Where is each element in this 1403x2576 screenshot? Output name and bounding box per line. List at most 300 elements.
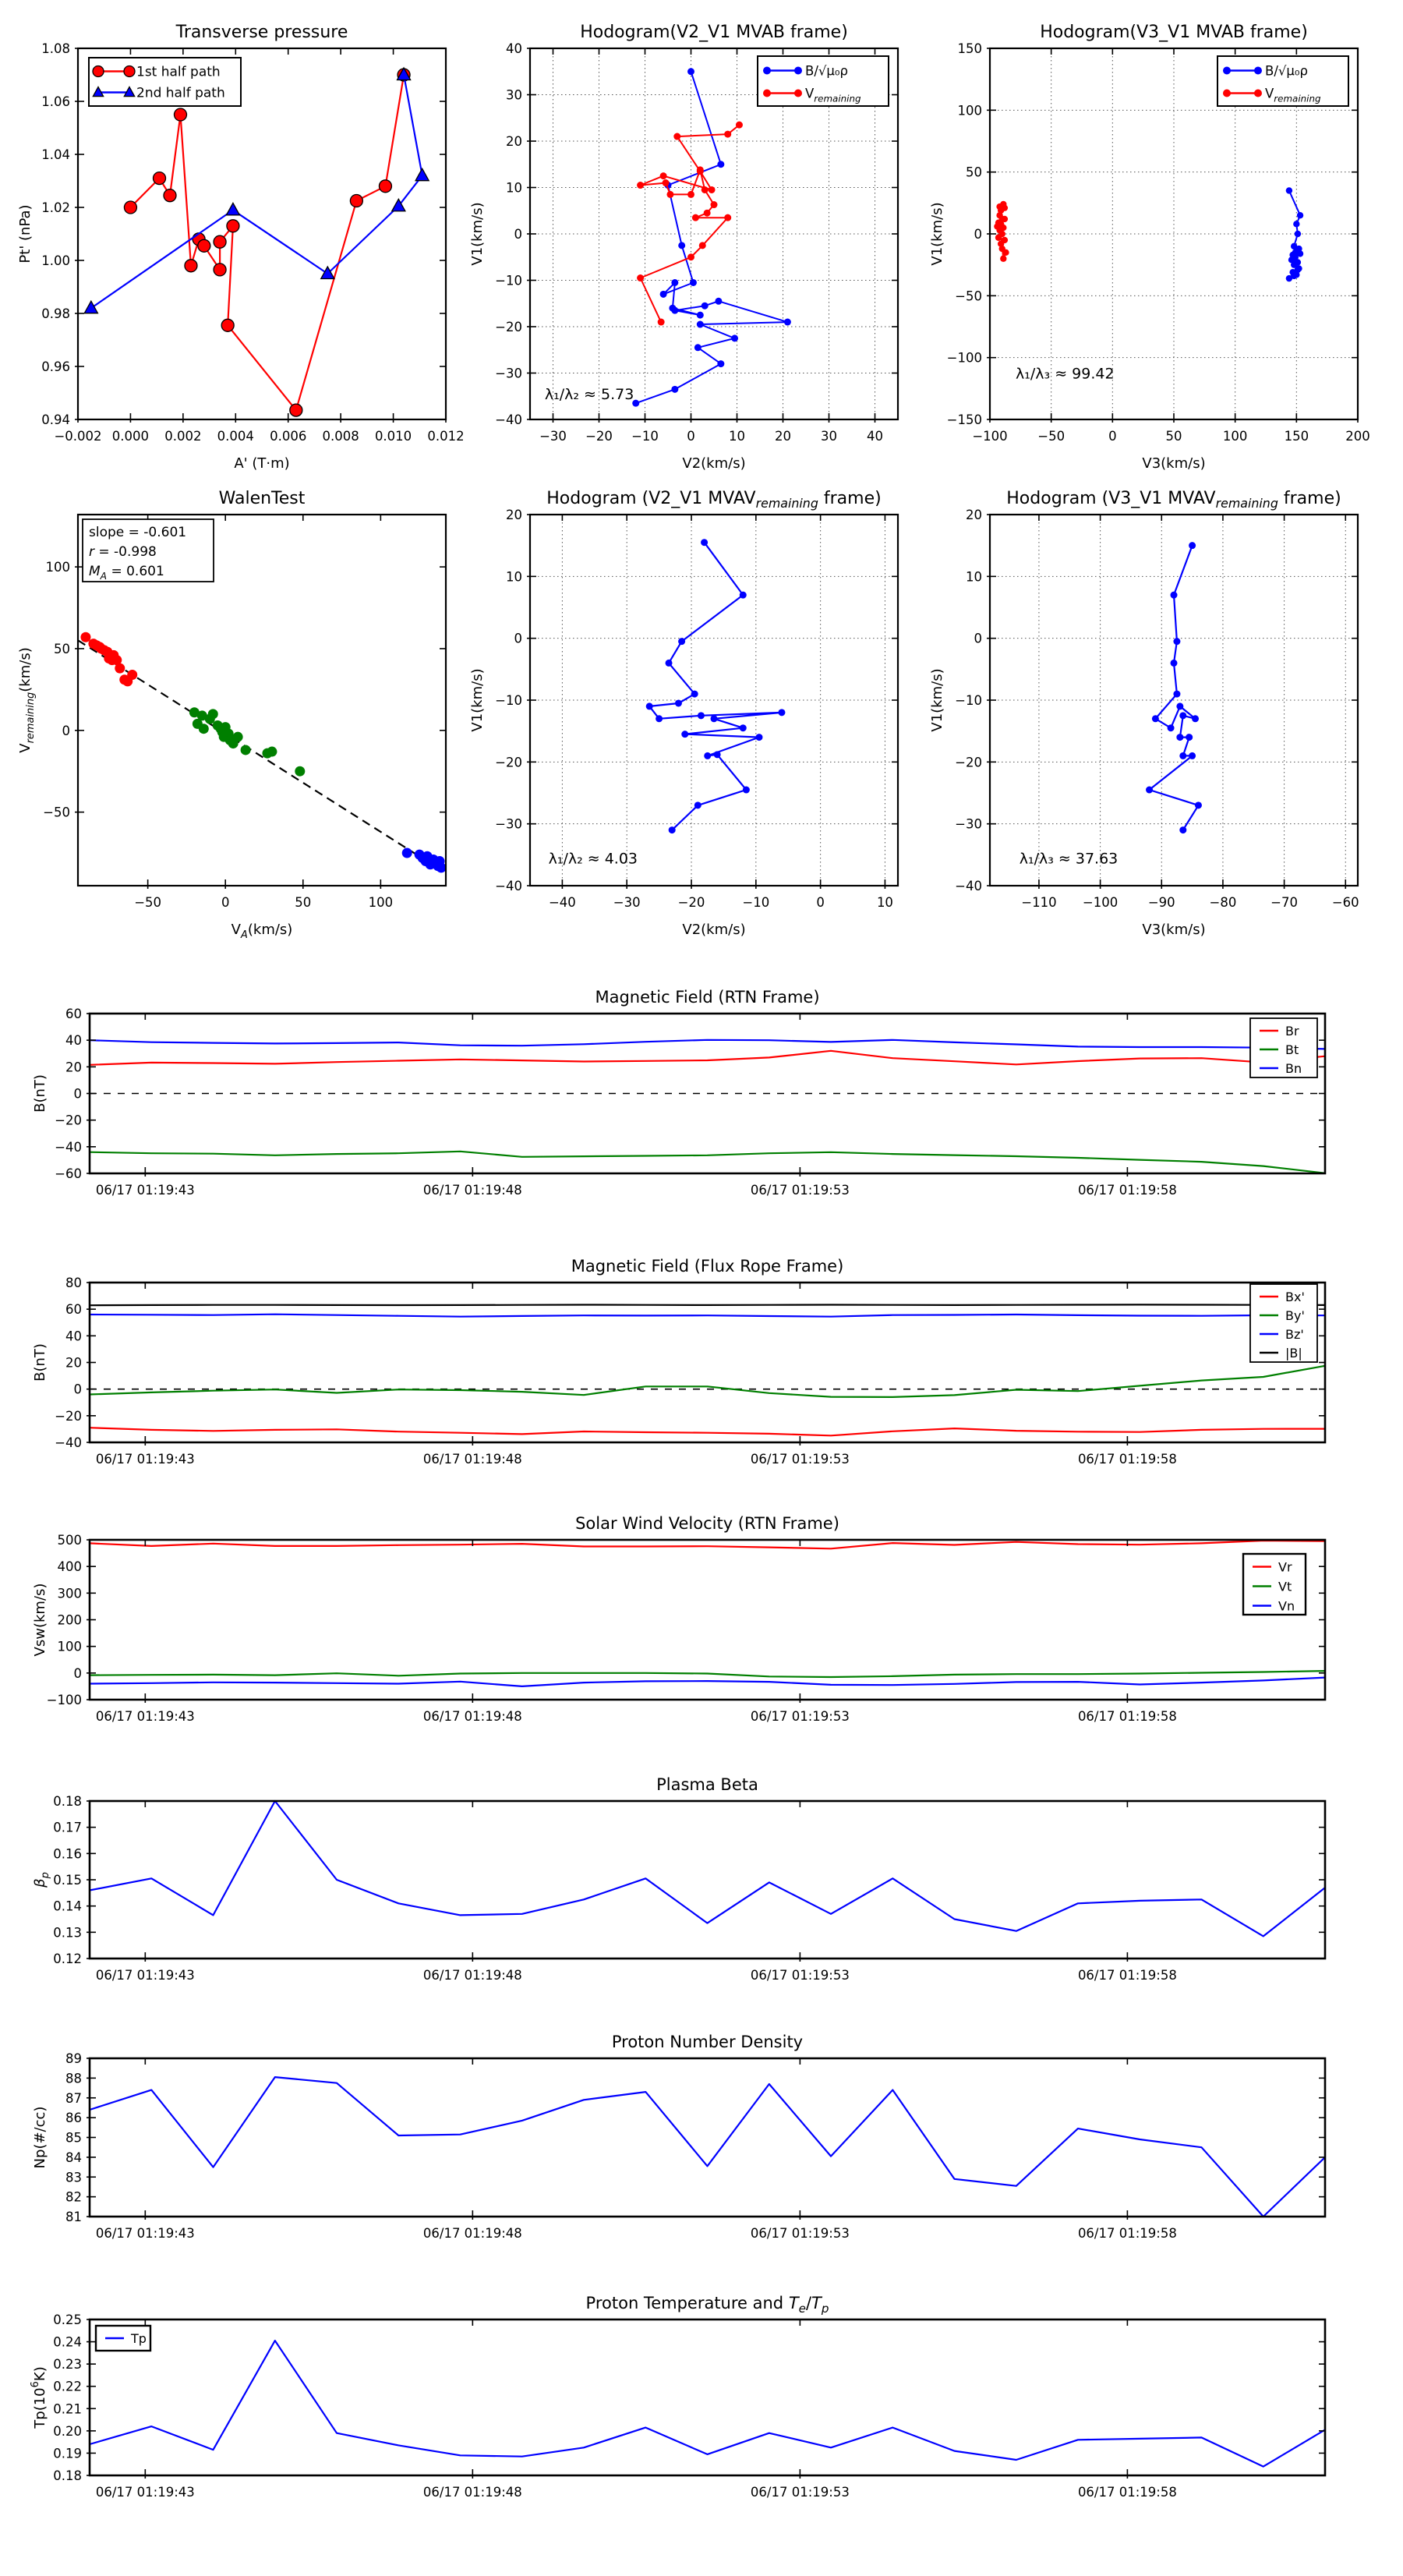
hodogram-v2v1-mvab-ytick: 20: [506, 134, 522, 149]
dot-marker: [698, 712, 705, 719]
dot-marker: [1168, 724, 1175, 731]
magnetic-field-flux-rope-ytick: 0: [73, 1382, 82, 1397]
solar-wind-velocity-xtick: 06/17 01:19:48: [422, 1709, 522, 1724]
dot-marker: [1176, 702, 1183, 709]
hodogram-v3v1-mvav-series-v-remaining-path: [1146, 542, 1202, 833]
transverse-pressure-ylabel: Pt' (nPa): [17, 204, 34, 264]
dot-marker: [784, 319, 791, 326]
transverse-pressure-xtick: 0.008: [322, 429, 359, 444]
hodogram-v3v1-mvav-title: Hodogram (V3_V1 $MVAV_{remaining}$ frame): [1006, 489, 1341, 511]
dot-marker: [687, 191, 694, 198]
hodogram-v2v1-mvav-panel: [469, 489, 898, 938]
proton-number-density-ytick: 88: [65, 2071, 82, 2086]
magnetic-field-rtn-xtick: 06/17 01:19:58: [1077, 1183, 1177, 1198]
proton-temperature-series-Tp: [90, 2341, 1325, 2467]
circle-marker: [221, 319, 234, 331]
dot-marker: [724, 214, 731, 221]
hodogram-v2v1-mvab-annotation: λ₁/λ₂ ≈ 5.73: [544, 385, 634, 403]
magnetic-field-flux-rope-ylabel: B(nT): [32, 1343, 48, 1382]
hodogram-v3v1-mvab-xtick: −100: [972, 429, 1008, 444]
magnetic-field-rtn-ytick: −60: [55, 1166, 82, 1181]
dot-marker: [1146, 787, 1153, 794]
transverse-pressure-ytick: 1.06: [41, 94, 70, 109]
proton-temperature-ytick: 0.19: [53, 2446, 82, 2461]
proton-temperature-ytick: 0.24: [53, 2334, 82, 2350]
dot-marker: [233, 732, 243, 742]
proton-number-density-panel: [32, 2033, 1325, 2241]
magnetic-field-flux-rope-series-B-magnitude: [90, 1304, 1325, 1305]
proton-temperature-legend: [96, 2326, 150, 2351]
info-line: slope = -0.601: [89, 525, 187, 540]
dot-marker: [697, 312, 704, 319]
plasma-beta-ytick: 0.12: [53, 1951, 82, 1966]
transverse-pressure-ytick: 0.98: [41, 306, 70, 321]
hodogram-v3v1-mvab-series-alfven-velocity: [1286, 187, 1304, 281]
magnetic-field-rtn-ylabel: B(nT): [32, 1074, 48, 1113]
hodogram-v2v1-mvab-title: Hodogram(V2_V1 MVAB frame): [580, 23, 848, 42]
legend-label: Vr: [1278, 1559, 1292, 1575]
dot-marker: [241, 745, 251, 755]
dot-marker: [681, 731, 688, 738]
dot-marker: [666, 660, 673, 667]
magnetic-field-rtn-xtick: 06/17 01:19:53: [750, 1183, 850, 1198]
plasma-beta-xtick: 06/17 01:19:53: [750, 1968, 850, 1983]
walen-test-info-box: [83, 519, 214, 582]
hodogram-v2v1-mvav-series-v-remaining-path: [646, 539, 786, 833]
dot-marker: [1295, 231, 1301, 237]
proton-number-density-ytick: 82: [65, 2189, 82, 2205]
dot-marker: [637, 274, 644, 281]
legend-label: Bt: [1285, 1042, 1299, 1057]
circle-marker: [174, 108, 186, 121]
walen-test-xtick: 0: [221, 895, 230, 910]
dot-marker: [690, 279, 697, 286]
hodogram-v2v1-mvav-ytick: −10: [495, 693, 522, 708]
hodogram-v2v1-mvav-ytick: −40: [495, 879, 522, 893]
dot-marker: [295, 766, 305, 777]
walen-test-title: WalenTest: [218, 489, 306, 508]
plasma-beta-panel: [32, 1775, 1325, 1983]
hodogram-v3v1-mvav-ytick: −30: [955, 816, 982, 832]
dot-marker: [656, 715, 663, 722]
solar-wind-velocity-xtick: 06/17 01:19:58: [1077, 1709, 1177, 1724]
proton-number-density-xtick: 06/17 01:19:53: [750, 2226, 850, 2241]
dot-marker: [743, 787, 750, 794]
dot-marker: [671, 279, 678, 286]
hodogram-v3v1-mvav-ytick: 0: [974, 631, 982, 646]
dot-marker: [678, 638, 685, 645]
dot-marker: [267, 747, 277, 757]
proton-number-density-xtick: 06/17 01:19:58: [1077, 2226, 1177, 2241]
dot-marker: [1186, 734, 1193, 741]
circle-marker: [124, 66, 135, 77]
dot-marker: [691, 691, 698, 698]
transverse-pressure-ytick: 0.94: [41, 412, 70, 427]
dot-marker: [80, 632, 90, 642]
dot-marker: [996, 222, 1002, 228]
magnetic-field-flux-rope-legend: [1250, 1284, 1317, 1362]
plasma-beta-xtick: 06/17 01:19:43: [95, 1968, 195, 1983]
dot-marker: [1293, 248, 1299, 254]
dot-marker: [699, 242, 706, 249]
solar-wind-velocity-panel: [32, 1514, 1325, 1724]
hodogram-v3v1-mvab-xtick: 150: [1284, 429, 1309, 444]
hodogram-v2v1-mvab-xtick: −20: [585, 429, 613, 444]
hodogram-v2v1-mvab-legend: [758, 56, 889, 106]
hodogram-v3v1-mvav-xtick: −70: [1270, 895, 1299, 910]
proton-temperature-ytick: 0.20: [53, 2423, 82, 2439]
dot-marker: [1192, 715, 1199, 722]
walen-test-ytick: −50: [43, 805, 70, 820]
hodogram-v2v1-mvav-xtick: −40: [548, 895, 576, 910]
dot-marker: [1002, 204, 1008, 211]
magnetic-field-rtn-series-Br: [90, 1051, 1325, 1065]
legend-label: $V_{remaining}$: [805, 86, 861, 104]
hodogram-v2v1-mvab-series-v-remaining: [637, 122, 743, 326]
hodogram-v2v1-mvav-ytick: 10: [506, 569, 522, 585]
magnetic-field-flux-rope-ytick: 20: [65, 1355, 82, 1371]
legend-label: 2nd half path: [136, 85, 225, 101]
magnetic-field-flux-rope-panel: [32, 1257, 1325, 1467]
legend-label: $V_{remaining}$: [1265, 86, 1321, 104]
hodogram-v3v1-mvab-xtick: 0: [1108, 429, 1117, 444]
magnetic-field-flux-rope-series-By-prime: [90, 1366, 1325, 1397]
solar-wind-velocity-series-Vt: [90, 1671, 1325, 1677]
walen-test-ytick: 0: [62, 723, 70, 738]
dot-marker: [697, 166, 704, 173]
walen-test-series-first-half: [80, 632, 137, 687]
dot-marker: [736, 122, 743, 129]
transverse-pressure-series-first-half-path: [124, 69, 410, 416]
hodogram-v2v1-mvab-ylabel: V1(km/s): [469, 202, 486, 266]
dot-marker: [1189, 542, 1196, 549]
dot-marker: [702, 186, 709, 193]
circle-marker: [379, 180, 391, 193]
proton-temperature-xtick: 06/17 01:19:58: [1077, 2485, 1177, 2500]
hodogram-v2v1-mvav-xtick: −20: [677, 895, 705, 910]
dot-marker: [717, 161, 724, 168]
dot-marker: [704, 752, 711, 759]
dot-marker: [660, 172, 667, 179]
circle-marker: [164, 189, 176, 202]
hodogram-v3v1-mvab-ytick: 150: [957, 41, 982, 56]
transverse-pressure-xtick: 0.006: [270, 429, 307, 444]
dot-marker: [678, 242, 685, 249]
dot-marker: [666, 191, 673, 198]
walen-test-xtick: −50: [134, 895, 162, 910]
hodogram-v2v1-mvab-xtick: 20: [775, 429, 791, 444]
proton-number-density-ytick: 81: [65, 2210, 82, 2224]
proton-number-density-ytick: 84: [65, 2150, 82, 2165]
proton-temperature-xtick: 06/17 01:19:53: [750, 2485, 850, 2500]
dot-marker: [675, 699, 682, 706]
hodogram-v3v1-mvav-ytick: −10: [955, 693, 982, 708]
solar-wind-velocity-ytick: 200: [57, 1612, 82, 1628]
hodogram-v3v1-mvav-ytick: −40: [955, 879, 982, 893]
hodogram-v3v1-mvav-panel: [929, 489, 1359, 938]
walen-test-panel: [17, 489, 447, 941]
magnetic-field-flux-rope-series-Bx-prime: [90, 1428, 1325, 1435]
magnetic-field-flux-rope-ytick: 60: [65, 1302, 82, 1318]
legend-label: Vn: [1278, 1598, 1295, 1614]
dot-marker: [709, 186, 716, 193]
circle-marker: [214, 235, 226, 248]
proton-temperature-frame: [90, 2319, 1325, 2475]
transverse-pressure-ytick: 1.04: [41, 147, 70, 162]
hodogram-v2v1-mvab-ytick: −20: [495, 320, 522, 334]
dot-marker: [687, 68, 694, 75]
hodogram-v3v1-mvab-xtick: 50: [1165, 429, 1182, 444]
plasma-beta-ytick: 0.15: [53, 1873, 82, 1888]
walen-test-xtick: 100: [368, 895, 394, 910]
legend-label: |B|: [1285, 1346, 1302, 1361]
hodogram-v2v1-mvav-xtick: 10: [876, 895, 893, 910]
proton-temperature-xtick: 06/17 01:19:48: [422, 2485, 522, 2500]
magnetic-field-rtn-ytick: 40: [65, 1033, 82, 1049]
dot-marker: [673, 133, 680, 140]
transverse-pressure-panel: [17, 23, 465, 472]
dot-marker: [436, 862, 447, 872]
proton-temperature-ytick: 0.21: [53, 2401, 82, 2417]
dot-marker: [724, 131, 731, 138]
legend-label: Tp: [131, 2331, 147, 2346]
hodogram-v2v1-mvav-ylabel: V1(km/s): [469, 668, 486, 732]
transverse-pressure-ytick: 1.02: [41, 200, 70, 215]
dot-marker: [660, 291, 667, 298]
triangle-marker: [226, 203, 239, 214]
hodogram-v3v1-mvav-annotation: λ₁/λ₃ ≈ 37.63: [1019, 850, 1119, 868]
dot-marker: [794, 90, 802, 97]
magnetic-field-rtn-panel: [32, 988, 1325, 1198]
hodogram-v3v1-mvab-ylabel: V1(km/s): [929, 202, 945, 266]
proton-temperature-panel: [30, 2294, 1325, 2500]
dot-marker: [1173, 638, 1180, 645]
transverse-pressure-xtick: 0.002: [164, 429, 202, 444]
proton-number-density-ytick: 89: [65, 2051, 82, 2066]
plasma-beta-frame: [90, 1801, 1325, 1959]
plasma-beta-ytick: 0.13: [53, 1925, 82, 1941]
circle-marker: [290, 404, 302, 416]
magnetic-field-flux-rope-frame: [90, 1283, 1325, 1442]
hodogram-v2v1-mvav-annotation: λ₁/λ₂ ≈ 4.03: [548, 850, 638, 868]
hodogram-v3v1-mvab-annotation: λ₁/λ₃ ≈ 99.42: [1016, 365, 1115, 383]
dot-marker: [402, 848, 412, 858]
dot-marker: [995, 235, 1002, 241]
plasma-beta-series-beta-p: [90, 1801, 1325, 1936]
dot-marker: [671, 386, 678, 393]
solar-wind-velocity-title: Solar Wind Velocity (RTN Frame): [575, 1514, 839, 1533]
magnetic-field-rtn-series-Bt: [90, 1152, 1325, 1173]
dot-marker: [731, 334, 738, 341]
magnetic-field-flux-rope-xtick: 06/17 01:19:58: [1077, 1452, 1177, 1467]
dot-marker: [694, 344, 702, 351]
info-line: r = -0.998: [89, 544, 157, 560]
magnetic-field-rtn-legend: [1250, 1018, 1317, 1077]
dot-marker: [711, 201, 718, 208]
proton-number-density-series-Np: [90, 2077, 1325, 2217]
hodogram-v2v1-mvab-ytick: 0: [514, 227, 522, 242]
transverse-pressure-xtick: 0.010: [374, 429, 412, 444]
dot-marker: [1293, 221, 1299, 227]
magnetic-field-rtn-ytick: −20: [55, 1113, 82, 1128]
hodogram-v3v1-mvab-series-v-remaining: [994, 201, 1009, 262]
walen-test-xlabel: $V_A(km/s)$: [231, 922, 293, 941]
dot-marker: [687, 253, 694, 260]
magnetic-field-rtn-series-Bn: [90, 1040, 1325, 1049]
proton-number-density-title: Proton Number Density: [611, 2033, 804, 2051]
dot-marker: [1292, 258, 1299, 264]
plasma-beta-ytick: 0.16: [53, 1846, 82, 1862]
hodogram-v3v1-mvav-xtick: −90: [1147, 895, 1175, 910]
hodogram-v2v1-mvab-xtick: −10: [631, 429, 659, 444]
dot-marker: [127, 670, 137, 680]
hodogram-v3v1-mvab-xtick: 200: [1345, 429, 1370, 444]
proton-number-density-ylabel: Np(#/cc): [32, 2106, 48, 2169]
transverse-pressure-xtick: 0.004: [217, 429, 254, 444]
solar-wind-velocity-ytick: −100: [46, 1693, 82, 1707]
magnetic-field-rtn-ytick: 0: [73, 1086, 82, 1102]
magnetic-field-rtn-ytick: 60: [65, 1007, 82, 1021]
transverse-pressure-ytick: 1.08: [41, 41, 70, 56]
transverse-pressure-xtick: 0.012: [427, 429, 465, 444]
proton-number-density-xtick: 06/17 01:19:43: [95, 2226, 195, 2241]
dot-marker: [702, 303, 709, 310]
magnetic-field-flux-rope-title: Magnetic Field (Flux Rope Frame): [571, 1257, 844, 1276]
dot-marker: [1002, 249, 1009, 256]
proton-temperature-title: Proton Temperature and $T_e/T_p$: [585, 2294, 829, 2316]
dot-marker: [1223, 90, 1231, 97]
magnetic-field-rtn-xtick: 06/17 01:19:48: [422, 1183, 522, 1198]
magnetic-field-rtn-title: Magnetic Field (RTN Frame): [595, 988, 820, 1007]
walen-test-series-second-half: [402, 848, 447, 873]
hodogram-v2v1-mvav-title: Hodogram (V2_V1 $MVAV_{remaining}$ frame): [546, 489, 882, 511]
proton-temperature-ytick: 0.23: [53, 2357, 82, 2373]
legend-label: Br: [1285, 1024, 1299, 1039]
dot-marker: [692, 214, 699, 221]
hodogram-v3v1-mvab-xtick: 100: [1222, 429, 1248, 444]
magnetic-field-flux-rope-ytick: 80: [65, 1276, 82, 1290]
solar-wind-velocity-xtick: 06/17 01:19:43: [95, 1709, 195, 1724]
legend-label: Bn: [1285, 1061, 1302, 1076]
dot-marker: [663, 179, 670, 186]
hodogram-v2v1-mvav-xtick: −10: [742, 895, 770, 910]
dot-marker: [711, 715, 718, 722]
dot-marker: [697, 321, 704, 328]
dot-marker: [794, 67, 802, 75]
hodogram-v2v1-mvab-xtick: 40: [867, 429, 883, 444]
hodogram-v2v1-mvab-ytick: −10: [495, 273, 522, 288]
dot-marker: [715, 298, 722, 305]
dot-marker: [694, 801, 702, 809]
hodogram-v3v1-mvab-legend: [1217, 56, 1348, 106]
dot-marker: [704, 210, 711, 217]
transverse-pressure-xtick: 0.000: [111, 429, 150, 444]
proton-number-density-ytick: 86: [65, 2111, 82, 2126]
hodogram-v2v1-mvav-ytick: −20: [495, 755, 522, 770]
hodogram-v3v1-mvab-panel: [929, 23, 1370, 472]
hodogram-v2v1-mvab-xtick: −30: [539, 429, 567, 444]
dot-marker: [763, 90, 771, 97]
solar-wind-velocity-legend: [1243, 1554, 1306, 1615]
transverse-pressure-xlabel: A' (T·m): [234, 455, 290, 472]
magnetic-field-rtn-xtick: 06/17 01:19:43: [95, 1183, 195, 1198]
hodogram-v3v1-mvav-xtick: −110: [1021, 895, 1057, 910]
hodogram-v2v1-mvab-panel: [469, 23, 898, 472]
plasma-beta-ytick: 0.17: [53, 1820, 82, 1835]
dot-marker: [717, 360, 724, 367]
walen-test-ylabel: $V_{remaining}(km/s)$: [17, 647, 37, 753]
hodogram-v2v1-mvab-ytick: 40: [506, 41, 522, 56]
dot-marker: [1000, 256, 1006, 262]
dot-marker: [115, 663, 125, 674]
dot-marker: [1223, 67, 1231, 75]
solar-wind-velocity-series-Vn: [90, 1678, 1325, 1686]
dot-marker: [1179, 752, 1186, 759]
magnetic-field-flux-rope-ytick: 40: [65, 1329, 82, 1344]
dot-marker: [701, 539, 708, 546]
dot-marker: [778, 709, 785, 716]
hodogram-v2v1-mvab-xtick: 30: [821, 429, 837, 444]
dot-marker: [1179, 712, 1186, 719]
magnetic-field-rtn-ytick: −40: [55, 1139, 82, 1155]
hodogram-v3v1-mvav-xlabel: V3(km/s): [1142, 922, 1206, 938]
transverse-pressure-ytick: 0.96: [41, 359, 70, 374]
magnetic-field-flux-rope-series-Bz-prime: [90, 1315, 1325, 1317]
dot-marker: [1291, 273, 1297, 279]
plasma-beta-ytick: 0.14: [53, 1898, 82, 1914]
proton-number-density-frame: [90, 2058, 1325, 2217]
dot-marker: [1295, 267, 1301, 273]
dot-marker: [1297, 212, 1303, 218]
walen-test-ytick: 50: [54, 641, 70, 656]
dot-marker: [714, 751, 721, 758]
dot-marker: [1195, 801, 1202, 809]
walen-test-xtick: 50: [295, 895, 312, 910]
circle-marker: [185, 260, 197, 272]
magnetic-field-flux-rope-xtick: 06/17 01:19:48: [422, 1452, 522, 1467]
dot-marker: [671, 307, 678, 314]
hodogram-v3v1-mvab-ytick: 0: [974, 227, 982, 242]
circle-marker: [124, 201, 136, 214]
solar-wind-velocity-ytick: 400: [57, 1559, 82, 1575]
transverse-pressure-ytick: 1.00: [41, 253, 70, 268]
proton-number-density-xtick: 06/17 01:19:48: [422, 2226, 522, 2241]
solar-wind-velocity-ytick: 100: [57, 1639, 82, 1654]
magnetic-field-rtn-ytick: 20: [65, 1060, 82, 1075]
dot-marker: [1173, 691, 1180, 698]
hodogram-v2v1-mvav-ytick: 20: [506, 508, 522, 522]
legend-label: Vt: [1278, 1579, 1292, 1594]
hodogram-v3v1-mvav-ytick: −20: [955, 755, 982, 770]
hodogram-v2v1-mvab-xtick: 10: [729, 429, 745, 444]
triangle-marker: [84, 301, 97, 313]
hodogram-v2v1-mvav-ytick: 0: [514, 631, 522, 646]
hodogram-v3v1-mvab-xtick: −50: [1037, 429, 1066, 444]
hodogram-v2v1-mvab-xtick: 0: [687, 429, 695, 444]
legend-label: B/√μ₀ρ: [1265, 63, 1308, 79]
legend-label: Bx': [1285, 1290, 1305, 1304]
dot-marker: [658, 319, 665, 326]
solar-wind-velocity-xtick: 06/17 01:19:53: [750, 1709, 850, 1724]
magnetic-field-flux-rope-xtick: 06/17 01:19:53: [750, 1452, 850, 1467]
hodogram-v2v1-mvab-ytick: −30: [495, 366, 522, 381]
plasma-beta-ytick: 0.18: [53, 1794, 82, 1809]
dot-marker: [740, 724, 747, 731]
circle-marker: [198, 239, 210, 252]
proton-number-density-ytick: 85: [65, 2130, 82, 2146]
dot-marker: [1152, 715, 1159, 722]
hodogram-v2v1-mvab-series-alfven-velocity: [632, 68, 791, 406]
